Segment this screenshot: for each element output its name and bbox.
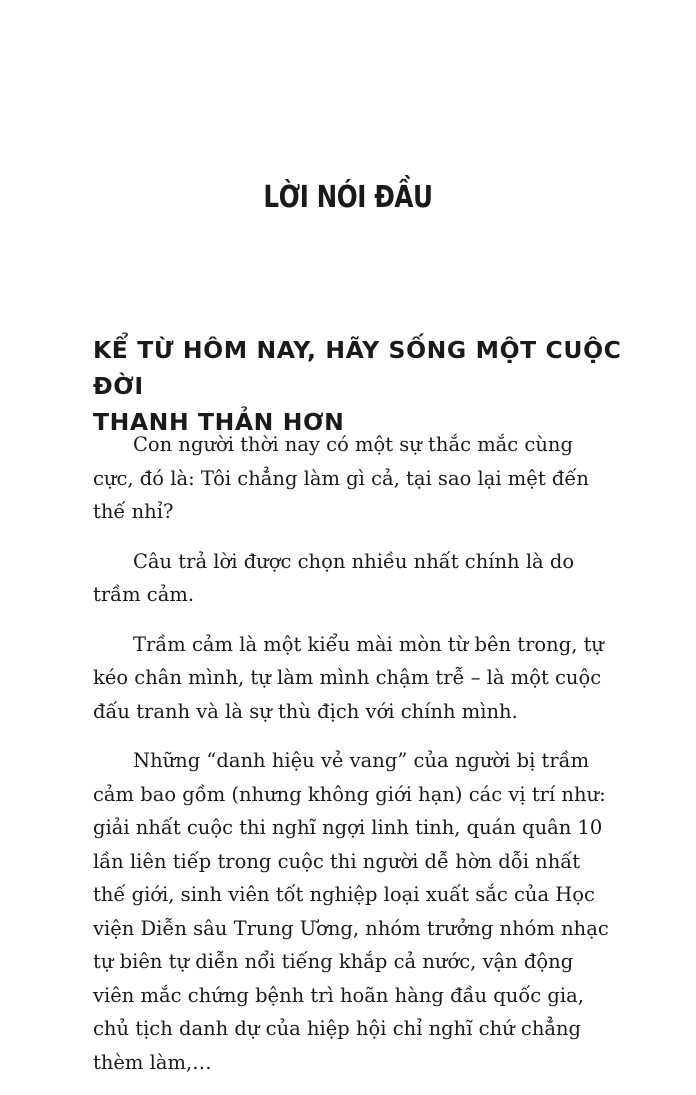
paragraph-2: Câu trả lời được chọn nhiều nhất chính là do trầm cảm. [93, 549, 575, 606]
paragraph-3: Trầm cảm là một kiểu mài mòn từ bên trong, tự kéo chân mình, tự làm mình chậm trễ – là một cuộc đấu tranh và là sự thù địch với chính mình. [93, 632, 604, 723]
chapter-title: LỜI NÓI ĐẦU [263, 180, 433, 215]
section-heading-line-1: KỂ TỪ HÔM NAY, HÃY SỐNG MỘT CUỘC ĐỜI [93, 336, 622, 400]
paragraph-4: Những “danh hiệu vẻ vang” của người bị trầm cảm bao gồm (nhưng không giới hạn) các vị trí như: giải nhất cuộc thi nghĩ ngợi linh tinh, quán quân 10 lần liên tiếp trong cuộc thi người dễ hờn dỗi nhất thế giới, sinh viên tốt nghiệp loại xuất sắc của Học viện Diễn sâu Trung Ương, nhóm trưởng nhóm nhạc tự biên tự diễn nổi tiếng khắp cả nước, vận động viên mắc chứng bệnh trì hoãn hàng đầu quốc gia, chủ tịch danh dự của hiệp hội chỉ nghĩ chứ chẳng thèm làm,… [93, 749, 609, 1074]
section-heading-line-2: THANH THẢN HƠN [93, 408, 345, 436]
body-text [93, 428, 613, 1095]
paragraph-1: Con người thời nay có một sự thắc mắc cùng cực, đó là: Tôi chẳng làm gì cả, tại sao lại mệt đến thế nhỉ? [93, 433, 589, 523]
section-heading [93, 332, 633, 440]
